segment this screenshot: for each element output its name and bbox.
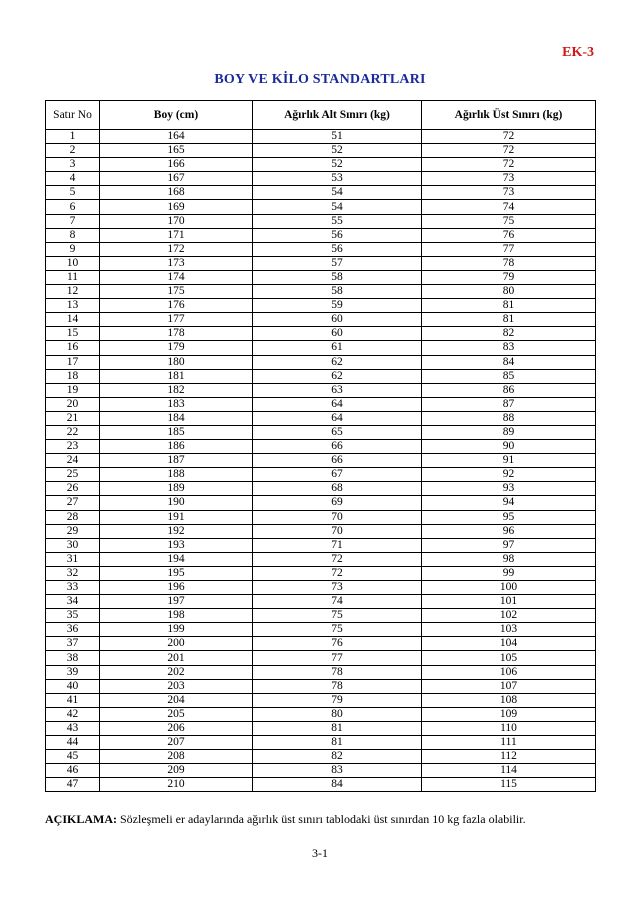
height-weight-table — [45, 100, 596, 792]
cell-height: 187 — [100, 454, 253, 468]
explanation-note — [45, 812, 526, 827]
cell-weight-max: 81 — [422, 299, 596, 313]
cell-height: 208 — [100, 750, 253, 764]
cell-weight-max: 114 — [422, 764, 596, 778]
cell-row-number: 31 — [46, 552, 100, 566]
table-row — [46, 651, 596, 665]
table-row — [46, 341, 596, 355]
cell-weight-min: 70 — [253, 524, 422, 538]
cell-weight-max: 77 — [422, 242, 596, 256]
table-row — [46, 736, 596, 750]
cell-row-number: 13 — [46, 299, 100, 313]
table-row — [46, 679, 596, 693]
cell-weight-min: 51 — [253, 130, 422, 144]
cell-weight-min: 75 — [253, 623, 422, 637]
cell-weight-min: 52 — [253, 158, 422, 172]
cell-weight-min: 68 — [253, 482, 422, 496]
cell-weight-min: 52 — [253, 144, 422, 158]
cell-row-number: 27 — [46, 496, 100, 510]
table-row — [46, 270, 596, 284]
cell-height: 164 — [100, 130, 253, 144]
cell-weight-max: 104 — [422, 637, 596, 651]
cell-weight-max: 108 — [422, 693, 596, 707]
cell-weight-min: 76 — [253, 637, 422, 651]
cell-height: 170 — [100, 214, 253, 228]
cell-row-number: 40 — [46, 679, 100, 693]
cell-weight-max: 72 — [422, 144, 596, 158]
cell-weight-min: 83 — [253, 764, 422, 778]
cell-row-number: 36 — [46, 623, 100, 637]
table-row — [46, 552, 596, 566]
cell-height: 200 — [100, 637, 253, 651]
table-row — [46, 327, 596, 341]
cell-weight-max: 115 — [422, 778, 596, 792]
cell-weight-max: 95 — [422, 510, 596, 524]
cell-height: 206 — [100, 721, 253, 735]
cell-weight-min: 63 — [253, 383, 422, 397]
cell-row-number: 22 — [46, 425, 100, 439]
table-row — [46, 510, 596, 524]
cell-weight-max: 72 — [422, 130, 596, 144]
cell-weight-min: 58 — [253, 285, 422, 299]
cell-row-number: 30 — [46, 538, 100, 552]
cell-weight-max: 99 — [422, 566, 596, 580]
cell-height: 188 — [100, 468, 253, 482]
header-row-number: Satır No — [46, 101, 100, 130]
cell-row-number: 11 — [46, 270, 100, 284]
cell-row-number: 21 — [46, 411, 100, 425]
cell-weight-min: 62 — [253, 355, 422, 369]
cell-height: 169 — [100, 200, 253, 214]
cell-height: 209 — [100, 764, 253, 778]
cell-weight-max: 111 — [422, 736, 596, 750]
cell-row-number: 19 — [46, 383, 100, 397]
cell-weight-min: 62 — [253, 369, 422, 383]
table-row — [46, 778, 596, 792]
cell-weight-min: 60 — [253, 327, 422, 341]
cell-weight-max: 112 — [422, 750, 596, 764]
cell-weight-min: 65 — [253, 425, 422, 439]
table-row — [46, 623, 596, 637]
cell-row-number: 10 — [46, 256, 100, 270]
cell-weight-max: 85 — [422, 369, 596, 383]
table-row — [46, 130, 596, 144]
note-text: Sözleşmeli er adaylarında ağırlık üst sınırı tablodaki üst sınırdan 10 kg fazla olabilir. — [117, 812, 526, 826]
cell-weight-min: 56 — [253, 228, 422, 242]
cell-row-number: 33 — [46, 581, 100, 595]
cell-row-number: 17 — [46, 355, 100, 369]
cell-height: 203 — [100, 679, 253, 693]
cell-weight-max: 110 — [422, 721, 596, 735]
table-row — [46, 581, 596, 595]
cell-weight-min: 74 — [253, 595, 422, 609]
header-weight-min: Ağırlık Alt Sınırı (kg) — [253, 101, 422, 130]
cell-row-number: 44 — [46, 736, 100, 750]
cell-weight-max: 91 — [422, 454, 596, 468]
cell-height: 192 — [100, 524, 253, 538]
cell-weight-max: 81 — [422, 313, 596, 327]
table-row — [46, 721, 596, 735]
table-body — [46, 130, 596, 792]
table-row — [46, 256, 596, 270]
cell-weight-min: 69 — [253, 496, 422, 510]
cell-row-number: 34 — [46, 595, 100, 609]
cell-weight-min: 73 — [253, 581, 422, 595]
cell-row-number: 35 — [46, 609, 100, 623]
cell-height: 175 — [100, 285, 253, 299]
table-row — [46, 665, 596, 679]
cell-row-number: 41 — [46, 693, 100, 707]
cell-row-number: 26 — [46, 482, 100, 496]
cell-row-number: 5 — [46, 186, 100, 200]
cell-weight-min: 57 — [253, 256, 422, 270]
cell-weight-max: 107 — [422, 679, 596, 693]
cell-weight-max: 73 — [422, 172, 596, 186]
cell-row-number: 32 — [46, 566, 100, 580]
cell-row-number: 12 — [46, 285, 100, 299]
cell-height: 182 — [100, 383, 253, 397]
cell-weight-max: 97 — [422, 538, 596, 552]
cell-weight-min: 53 — [253, 172, 422, 186]
cell-weight-min: 72 — [253, 566, 422, 580]
cell-height: 210 — [100, 778, 253, 792]
cell-height: 171 — [100, 228, 253, 242]
cell-height: 189 — [100, 482, 253, 496]
cell-row-number: 9 — [46, 242, 100, 256]
table-row — [46, 313, 596, 327]
table-row — [46, 200, 596, 214]
cell-height: 198 — [100, 609, 253, 623]
cell-weight-min: 60 — [253, 313, 422, 327]
cell-row-number: 16 — [46, 341, 100, 355]
cell-row-number: 18 — [46, 369, 100, 383]
cell-height: 180 — [100, 355, 253, 369]
cell-row-number: 25 — [46, 468, 100, 482]
cell-height: 174 — [100, 270, 253, 284]
table-row — [46, 285, 596, 299]
page-number: 3-1 — [312, 846, 328, 860]
cell-weight-min: 56 — [253, 242, 422, 256]
table-row — [46, 468, 596, 482]
table-row — [46, 566, 596, 580]
table-header-row — [46, 101, 596, 130]
cell-weight-min: 64 — [253, 411, 422, 425]
cell-row-number: 15 — [46, 327, 100, 341]
table-row — [46, 764, 596, 778]
cell-weight-min: 80 — [253, 707, 422, 721]
cell-weight-max: 100 — [422, 581, 596, 595]
table-row — [46, 411, 596, 425]
cell-row-number: 7 — [46, 214, 100, 228]
cell-weight-min: 72 — [253, 552, 422, 566]
table-row — [46, 496, 596, 510]
cell-height: 167 — [100, 172, 253, 186]
cell-weight-max: 79 — [422, 270, 596, 284]
cell-height: 184 — [100, 411, 253, 425]
cell-height: 201 — [100, 651, 253, 665]
cell-row-number: 20 — [46, 397, 100, 411]
cell-row-number: 3 — [46, 158, 100, 172]
cell-row-number: 28 — [46, 510, 100, 524]
table-row — [46, 454, 596, 468]
cell-height: 166 — [100, 158, 253, 172]
cell-weight-min: 61 — [253, 341, 422, 355]
cell-height: 186 — [100, 440, 253, 454]
table-row — [46, 299, 596, 313]
table-row — [46, 397, 596, 411]
cell-weight-max: 82 — [422, 327, 596, 341]
cell-weight-min: 78 — [253, 679, 422, 693]
cell-height: 202 — [100, 665, 253, 679]
cell-weight-max: 75 — [422, 214, 596, 228]
cell-weight-max: 87 — [422, 397, 596, 411]
cell-row-number: 42 — [46, 707, 100, 721]
cell-row-number: 4 — [46, 172, 100, 186]
cell-weight-min: 82 — [253, 750, 422, 764]
cell-height: 191 — [100, 510, 253, 524]
cell-height: 194 — [100, 552, 253, 566]
annex-code: EK-3 — [562, 45, 594, 60]
cell-weight-max: 101 — [422, 595, 596, 609]
cell-height: 199 — [100, 623, 253, 637]
table-row — [46, 172, 596, 186]
cell-weight-max: 106 — [422, 665, 596, 679]
cell-row-number: 46 — [46, 764, 100, 778]
cell-row-number: 43 — [46, 721, 100, 735]
cell-weight-max: 74 — [422, 200, 596, 214]
cell-weight-max: 80 — [422, 285, 596, 299]
table-row — [46, 750, 596, 764]
cell-weight-min: 64 — [253, 397, 422, 411]
cell-height: 190 — [100, 496, 253, 510]
cell-weight-min: 66 — [253, 454, 422, 468]
table-row — [46, 538, 596, 552]
table-row — [46, 595, 596, 609]
cell-weight-max: 83 — [422, 341, 596, 355]
table-row — [46, 425, 596, 439]
cell-weight-max: 96 — [422, 524, 596, 538]
cell-weight-max: 102 — [422, 609, 596, 623]
cell-row-number: 14 — [46, 313, 100, 327]
cell-weight-min: 84 — [253, 778, 422, 792]
cell-height: 173 — [100, 256, 253, 270]
cell-height: 165 — [100, 144, 253, 158]
cell-row-number: 45 — [46, 750, 100, 764]
table-row — [46, 383, 596, 397]
cell-weight-min: 66 — [253, 440, 422, 454]
cell-weight-max: 78 — [422, 256, 596, 270]
page-title: BOY VE KİLO STANDARTLARI — [214, 72, 426, 87]
cell-weight-max: 93 — [422, 482, 596, 496]
table-row — [46, 524, 596, 538]
table-row — [46, 228, 596, 242]
cell-height: 181 — [100, 369, 253, 383]
cell-weight-min: 59 — [253, 299, 422, 313]
table-row — [46, 144, 596, 158]
cell-weight-min: 81 — [253, 736, 422, 750]
cell-weight-min: 55 — [253, 214, 422, 228]
cell-weight-max: 109 — [422, 707, 596, 721]
cell-height: 177 — [100, 313, 253, 327]
cell-weight-min: 81 — [253, 721, 422, 735]
table-row — [46, 693, 596, 707]
cell-height: 204 — [100, 693, 253, 707]
cell-weight-min: 54 — [253, 200, 422, 214]
cell-height: 172 — [100, 242, 253, 256]
cell-weight-max: 90 — [422, 440, 596, 454]
cell-height: 185 — [100, 425, 253, 439]
cell-row-number: 39 — [46, 665, 100, 679]
table-row — [46, 707, 596, 721]
cell-weight-min: 70 — [253, 510, 422, 524]
cell-row-number: 24 — [46, 454, 100, 468]
note-label: AÇIKLAMA: — [45, 812, 117, 826]
cell-height: 193 — [100, 538, 253, 552]
cell-row-number: 8 — [46, 228, 100, 242]
table-row — [46, 355, 596, 369]
table-row — [46, 482, 596, 496]
table-row — [46, 214, 596, 228]
cell-row-number: 37 — [46, 637, 100, 651]
cell-weight-max: 105 — [422, 651, 596, 665]
header-height: Boy (cm) — [100, 101, 253, 130]
cell-weight-min: 75 — [253, 609, 422, 623]
cell-weight-max: 86 — [422, 383, 596, 397]
table-row — [46, 369, 596, 383]
cell-height: 168 — [100, 186, 253, 200]
table-row — [46, 186, 596, 200]
cell-weight-max: 88 — [422, 411, 596, 425]
cell-height: 179 — [100, 341, 253, 355]
cell-row-number: 6 — [46, 200, 100, 214]
table-row — [46, 637, 596, 651]
cell-height: 205 — [100, 707, 253, 721]
cell-height: 197 — [100, 595, 253, 609]
cell-weight-max: 103 — [422, 623, 596, 637]
cell-row-number: 1 — [46, 130, 100, 144]
table-row — [46, 609, 596, 623]
cell-weight-max: 89 — [422, 425, 596, 439]
cell-weight-max: 94 — [422, 496, 596, 510]
cell-height: 196 — [100, 581, 253, 595]
cell-row-number: 38 — [46, 651, 100, 665]
cell-row-number: 23 — [46, 440, 100, 454]
table-row — [46, 242, 596, 256]
cell-height: 176 — [100, 299, 253, 313]
cell-row-number: 29 — [46, 524, 100, 538]
cell-height: 207 — [100, 736, 253, 750]
cell-weight-min: 54 — [253, 186, 422, 200]
cell-weight-min: 77 — [253, 651, 422, 665]
cell-weight-max: 73 — [422, 186, 596, 200]
cell-weight-max: 84 — [422, 355, 596, 369]
cell-weight-min: 67 — [253, 468, 422, 482]
cell-weight-max: 76 — [422, 228, 596, 242]
cell-weight-min: 58 — [253, 270, 422, 284]
table-row — [46, 440, 596, 454]
cell-weight-max: 92 — [422, 468, 596, 482]
cell-weight-min: 71 — [253, 538, 422, 552]
cell-weight-min: 79 — [253, 693, 422, 707]
cell-height: 178 — [100, 327, 253, 341]
cell-height: 195 — [100, 566, 253, 580]
cell-weight-max: 72 — [422, 158, 596, 172]
header-weight-max: Ağırlık Üst Sınırı (kg) — [422, 101, 596, 130]
cell-weight-min: 78 — [253, 665, 422, 679]
cell-row-number: 47 — [46, 778, 100, 792]
cell-row-number: 2 — [46, 144, 100, 158]
cell-weight-max: 98 — [422, 552, 596, 566]
cell-height: 183 — [100, 397, 253, 411]
table-row — [46, 158, 596, 172]
